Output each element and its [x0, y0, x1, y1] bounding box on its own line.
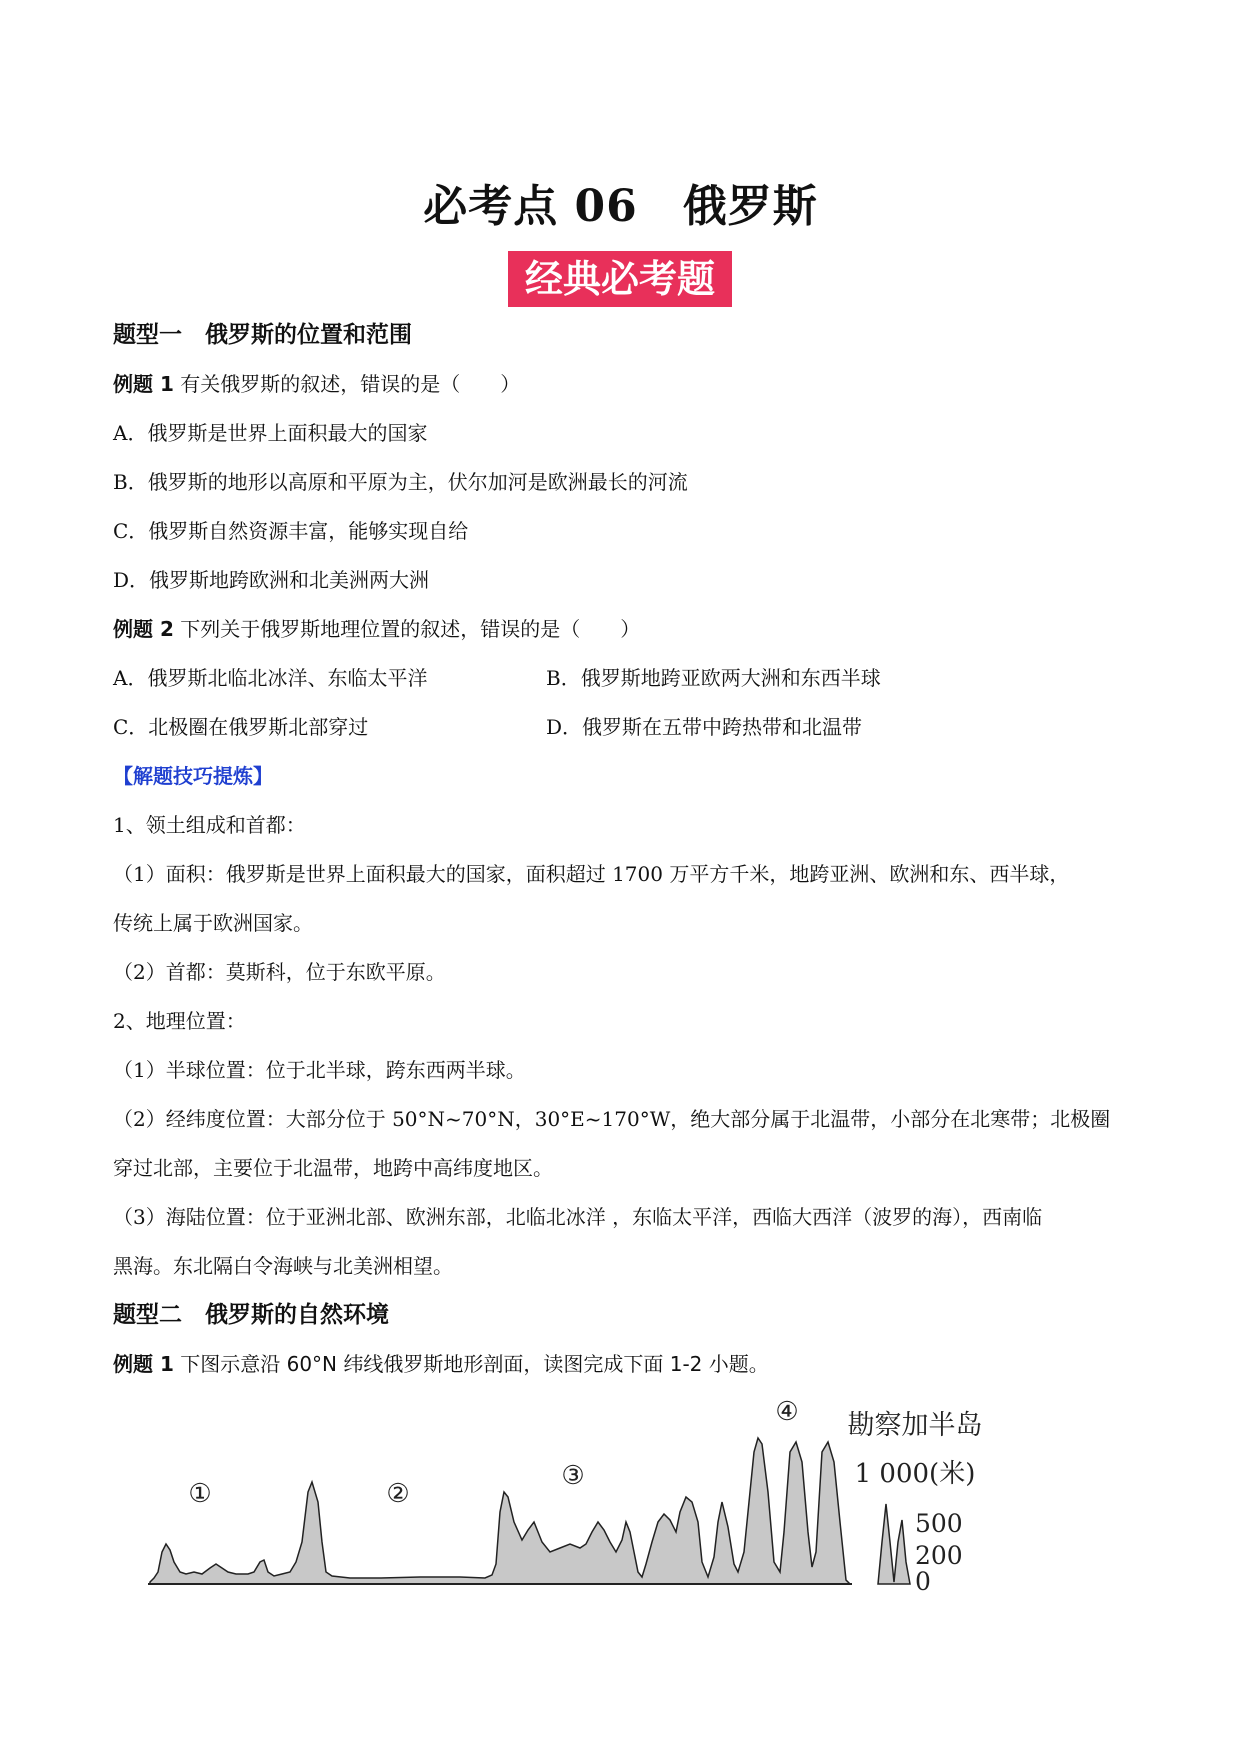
tips-paragraph: （2）首都：莫斯科，位于东欧平原。 — [113, 960, 446, 984]
unit-label: 1 000(米) — [854, 1459, 976, 1489]
option-c: C．北极圈在俄罗斯北部穿过 — [113, 715, 369, 739]
marker-4: ④ — [775, 1397, 799, 1427]
tips-heading: 【解题技巧提炼】 — [113, 764, 273, 788]
question-label: 例题 2 — [113, 617, 174, 641]
question-2 — [113, 616, 640, 642]
tips-paragraph: 黑海。东北隔白令海峡与北美洲相望。 — [113, 1254, 453, 1278]
page-title: 必考点 06 俄罗斯 — [423, 181, 818, 232]
question-stem: 下列关于俄罗斯地理位置的叙述，错误的是（ ） — [180, 617, 641, 641]
option-b: B．俄罗斯的地形以高原和平原为主，伏尔加河是欧洲最长的河流 — [113, 470, 688, 494]
question-stem: 下图示意沿 60°N 纬线俄罗斯地形剖面，读图完成下面 1-2 小题。 — [180, 1352, 769, 1376]
section-badge: 经典必考题 — [508, 251, 732, 307]
option-d: D．俄罗斯在五带中跨热带和北温带 — [546, 715, 863, 739]
marker-3: ③ — [561, 1461, 585, 1491]
tips-paragraph: 传统上属于欧洲国家。 — [113, 911, 313, 935]
question-stem: 有关俄罗斯的叙述，错误的是（ ） — [180, 372, 521, 396]
option-a: A．俄罗斯是世界上面积最大的国家 — [113, 421, 428, 445]
terrain-profile-figure — [140, 1392, 1100, 1602]
terrain-profile — [150, 1438, 850, 1584]
tips-paragraph: 2、地理位置： — [113, 1009, 246, 1033]
option-d: D．俄罗斯地跨欧洲和北美洲两大洲 — [113, 568, 430, 592]
tips-paragraph: （2）经纬度位置：大部分位于 50°N~70°N，30°E~170°W，绝大部分属于北温带，小部分在北寒带；北极圈 — [113, 1107, 1111, 1131]
question-1 — [113, 371, 520, 397]
marker-1: ① — [188, 1479, 212, 1509]
question-label: 例题 1 — [113, 1352, 174, 1376]
scale-500: 500 — [915, 1509, 963, 1538]
tips-paragraph: 穿过北部，主要位于北温带，地跨中高纬度地区。 — [113, 1156, 553, 1180]
section-heading-1: 题型一 俄罗斯的位置和范围 — [113, 322, 412, 348]
scale-0: 0 — [915, 1567, 931, 1596]
marker-2: ② — [386, 1479, 410, 1509]
tips-paragraph: （1）半球位置：位于北半球，跨东西两半球。 — [113, 1058, 526, 1082]
question-label: 例题 1 — [113, 372, 174, 396]
option-a: A．俄罗斯北临北冰洋、东临太平洋 — [113, 666, 428, 690]
scale-glyph — [878, 1504, 910, 1584]
tips-paragraph: 1、领土组成和首都： — [113, 813, 306, 837]
scale-200: 200 — [915, 1541, 963, 1570]
tips-paragraph: （1）面积：俄罗斯是世界上面积最大的国家，面积超过 1700 万平方千米，地跨亚洲、欧洲和东、西半球， — [113, 862, 1070, 886]
tips-paragraph: （3）海陆位置：位于亚洲北部、欧洲东部，北临北冰洋 ，东临太平洋，西临大西洋（波罗的海），西南临 — [113, 1205, 1043, 1229]
option-c: C．俄罗斯自然资源丰富，能够实现自给 — [113, 519, 469, 543]
option-b: B．俄罗斯地跨亚欧两大洲和东西半球 — [546, 666, 881, 690]
section-heading-2: 题型二 俄罗斯的自然环境 — [113, 1302, 389, 1328]
question-3 — [113, 1351, 769, 1377]
region-label: 勘察加半岛 — [847, 1410, 983, 1441]
